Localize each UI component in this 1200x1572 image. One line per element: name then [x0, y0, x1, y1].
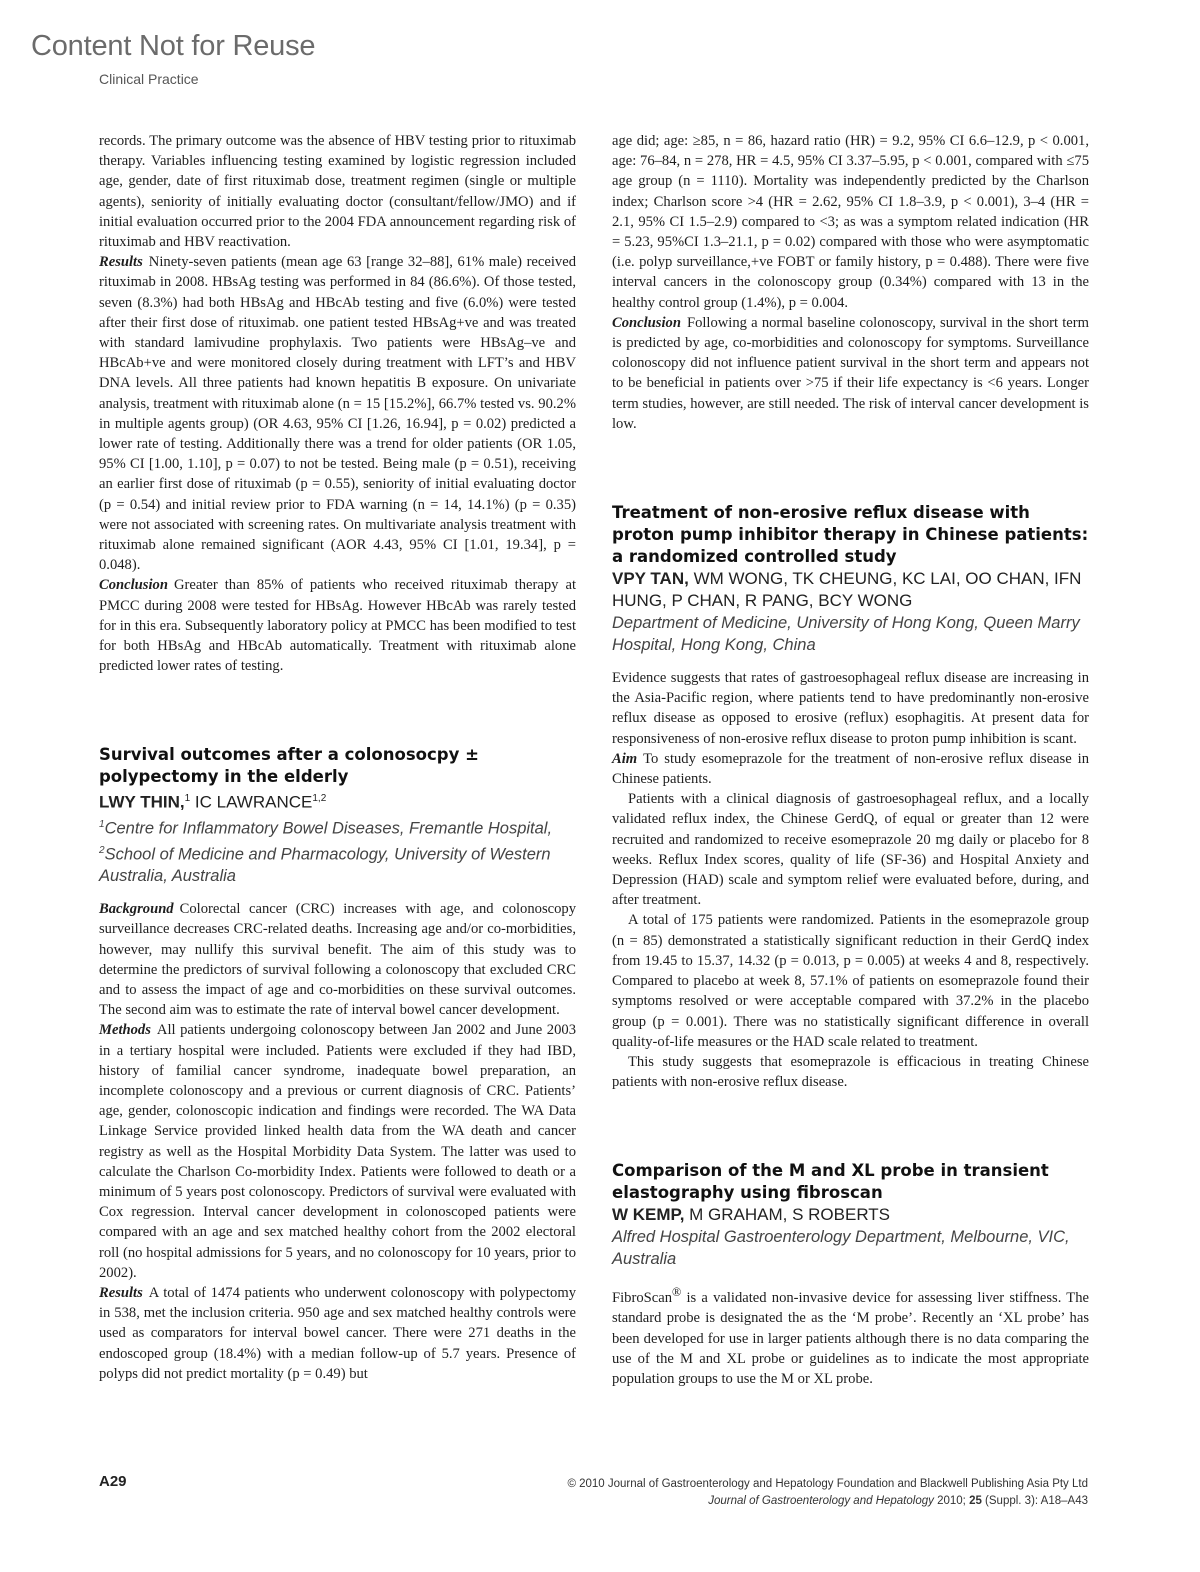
article-abstract: [99, 899, 576, 1384]
conclusion-text: Following a normal baseline colonoscopy, survival in the short term is predicted by age, co-morbidities and colonoscopy for symptoms. Surveillance colonoscopy did not influence patient survival in the short term and appears not to be beneficial in patients over >75 if their life expectancy is <6 years. Longer term studies, however, are still needed. The risk of interval cancer development is low.: [612, 314, 1089, 432]
article-authors: [99, 788, 576, 814]
copyright-line: © 2010 Journal of Gastroenterology and Hepatology Foundation and Blackwell Publishing Asia Pty Ltd: [567, 1478, 1088, 1490]
affiliation-text: Centre for Inflammatory Bowel Diseases, Fremantle Hospital,: [104, 819, 553, 838]
intro-paragraph: [612, 1282, 1089, 1389]
co-authors: M GRAHAM, S ROBERTS: [684, 1205, 891, 1225]
page-number: A29: [99, 1473, 127, 1490]
affiliation-mark: 1: [99, 819, 105, 831]
paragraph: This study suggests that esomeprazole is efficacious in treating Chinese patients with non-erosive reflux disease.: [612, 1053, 1089, 1091]
left-column: [99, 131, 576, 1384]
journal-supplement: (Suppl. 3): A18–A43: [981, 1495, 1088, 1507]
intro-text: FibroScan: [612, 1290, 672, 1307]
article-title: Survival outcomes after a colonosocpy ± polypectomy in the elderly: [99, 745, 479, 787]
article-abstract: [612, 1282, 1089, 1389]
background-text: Colorectal cancer (CRC) increases with age, and colonoscopy surveillance decreases CRC-related deaths. Increasing age and/or co-morbidities, however, may nullify this survival benefit. The aim of this study was to determine the predictors of survival following a colonoscopy that excluded CRC and to assess the impact of age and co-morbidities on these survival outcomes. The second aim was to estimate the rate of interval bowel cancer development.: [99, 901, 576, 1019]
journal-volume: 25: [969, 1495, 982, 1507]
results-label: Results: [99, 254, 143, 271]
paragraph: Patients with a clinical diagnosis of gastroesophageal reflux, and a locally validated reflux index, the Chinese GerdQ, of equal or greater than 12 were recruited and randomized to receive esomeprazole 20 mg daily or placebo for 8 weeks. Reflux Index scores, quality of life (SF-36) and Hospital Anxiety and Depression (HAD) scale and symptom relief were evaluated before, during, and after treatment.: [612, 791, 1089, 909]
watermark: Content Not for Reuse: [31, 30, 316, 62]
affiliation-mark: 2: [99, 844, 105, 856]
abstract-continuation: [612, 131, 1089, 434]
affiliation-mark: 1,2: [312, 793, 327, 805]
co-authors: IC LAWRANCE: [190, 793, 313, 813]
journal-line: [567, 1493, 1088, 1510]
first-author: LWY THIN,: [99, 793, 185, 813]
intro-paragraph: Evidence suggests that rates of gastroesophageal reflux disease are increasing in the Asia-Pacific region, where patients tend to have predominantly non-erosive reflux disease as opposed to erosive (reflux) esophagitis. At present data for responsiveness of non-erosive reflux disease to proton pump inhibition is scant.: [612, 670, 1089, 747]
results-label: Results: [99, 1285, 143, 1301]
registered-mark: ®: [672, 1285, 682, 1300]
article-fibroscan-probe: [612, 1160, 1089, 1389]
conclusion-paragraph: [99, 575, 576, 676]
conclusion-paragraph: [612, 313, 1089, 434]
article-non-erosive-reflux: [612, 502, 1089, 1092]
background-paragraph: [99, 899, 576, 1020]
journal-name: Journal of Gastroenterology and Hepatology: [708, 1495, 934, 1507]
results-paragraph: [99, 1283, 576, 1384]
paragraph: age did; age: ≥85, n = 86, hazard ratio (HR) = 9.2, 95% CI 6.6–12.9, p < 0.001, age: 76–84, n = 278, HR = 4.5, 95% CI 3.37–5.95, p < 0.001, compared with ≤75 age group (n = 1110). Mortality was independently predicted by the Charlson index; Charlson score >4 (HR = 2.62, 95% CI 1.8–3.9, p < 0.001), 3–4 (HR = 2.1, 95% CI 1.5–2.9) compared to <3; as was a symptom related indication (HR = 5.23, 95%CI 1.3–21.1, p = 0.02) compared with those who were asymptomatic (i.e. polyp surveillance,+ve FOBT or family history, p = 0.488). There were five interval cancers in the colonoscopy group (0.34%) compared with 13 in the healthy control group (1.4%), p = 0.004.: [612, 133, 1089, 311]
results-paragraph: [99, 252, 576, 575]
aim-text: To study esomeprazole for the treatment of non-erosive reflux disease in Chinese patients.: [612, 750, 1089, 788]
results-text: A total of 1474 patients who underwent colonoscopy with polypectomy in 538, met the inclusion criteria. 950 age and sex matched healthy controls were used as comparators for interval bowel cancer. There were 271 deaths in the endoscoped group (18.4%) with a median follow-up of 5.7 years. Presence of polyps did not predict mortality (p = 0.49) but: [99, 1285, 576, 1382]
background-label: Background: [99, 901, 174, 918]
paragraph: A total of 175 patients were randomized. Patients in the esomeprazole group (n = 85) demonstrated a statistically significant reduction in their GerdQ index from 19.45 to 15.37, 14.32 (p = 0.013, p = 0.005) at weeks 4 and 8, respectively. Compared to placebo at week 8, 57.1% of patients on esomeprazole found their symptoms resolved or were acceptable compared with 37.2% in the placebo group (p = 0.001). There was no statistically significant difference in overall quality-of-life measures or the HAD scale related to treatment.: [612, 912, 1089, 1050]
article-abstract: [612, 668, 1089, 1092]
journal-year: 2010;: [937, 1495, 970, 1507]
first-author: VPY TAN,: [612, 569, 689, 589]
aim-label: Aim: [612, 750, 638, 767]
article-survival-outcomes: [99, 744, 576, 1384]
section-label: Clinical Practice: [99, 71, 199, 87]
paragraph: records. The primary outcome was the absence of HBV testing prior to rituximab therapy. Variables influencing testing examined by logistic regression included age, gender, date of first rituximab dose, treatment regimen (single or multiple agents), seniority of initially evaluating doctor (consultant/fellow/JMO) and if initial evaluation occurred prior to the 2004 FDA announcement regarding risk of rituximab and HBV reactivation.: [99, 133, 576, 251]
first-author: W KEMP,: [612, 1205, 685, 1225]
article-affiliation: [99, 814, 576, 887]
methods-paragraph: [99, 1020, 576, 1283]
article-authors: [612, 1204, 1089, 1226]
aim-paragraph: [612, 749, 1089, 789]
article-affiliation: Alfred Hospital Gastroenterology Department, Melbourne, VIC, Australia: [612, 1228, 1070, 1269]
footer-citation: [567, 1476, 1088, 1510]
conclusion-text: Greater than 85% of patients who received rituximab therapy at PMCC during 2008 were tested for HBsAg. However HBcAb was rarely tested for in this era. Subsequently laboratory policy at PMCC has been modified to test for both HBsAg and HBcAb automatically. Treatment with rituximab alone predicted lower rates of testing.: [99, 577, 576, 675]
conclusion-label: Conclusion: [99, 577, 168, 594]
article-affiliation: Department of Medicine, University of Hong Kong, Queen Marry Hospital, Hong Kong, China: [612, 614, 1080, 655]
abstract-continuation: [99, 131, 576, 676]
results-text: Ninety-seven patients (mean age 63 [range 32–88], 61% male) received rituximab in 2008. HBsAg testing was performed in 84 (86.6%). Of those tested, seven (8.3%) had both HBsAg and HBcAb testing and five (6.0%) were tested after their first dose of rituximab. one patient tested HBsAg+ve and was treated with standard lamivudine prophylaxis. Two patients were HBsAg–ve and HBcAb+ve and were monitored closely during treatment with LFT’s and HBV DNA levels. All three patients had known hepatitis B exposure. On univariate analysis, treatment with rituximab alone (n = 15 [15.2%], 66.7% tested vs. 90.2% in multiple agents group) (OR 4.63, 95% CI [1.26, 16.94], p = 0.02) predicted a lower rate of testing. Additionally there was a trend for older patients (OR 1.05, 95% CI [1.00, 1.10], p = 0.07) to not be tested. Being male (p = 0.51), receiving an earlier first dose of rituximab (p = 0.55), seniority of initial evaluating doctor (p = 0.54) and initial review prior to FDA warning (n = 14, 14.1%) (p = 0.35) were not associated with screening rates. On multivariate analysis treatment with rituximab alone remained significant (AOR 4.43, 95% CI [1.01, 19.34], p = 0.048).: [99, 254, 576, 574]
conclusion-label: Conclusion: [612, 314, 681, 331]
article-title: Comparison of the M and XL probe in transient elastography using fibroscan: [612, 1161, 1049, 1203]
article-authors: [612, 568, 1089, 612]
right-column: [612, 131, 1089, 1389]
affiliation-mark: 1: [184, 793, 191, 805]
methods-label: Methods: [99, 1022, 151, 1039]
intro-text: is a validated non-invasive device for assessing liver stiffness. The standard probe is designated the as the ‘M probe’. Recently an ‘XL probe’ has been developed for use in larger patients although there is no data comparing the use of the M and XL probe or guidelines as to indicate the most appropriate population groups to use the M or XL probe.: [612, 1290, 1089, 1387]
affiliation-text: School of Medicine and Pharmacology, University of Western Australia, Australia: [99, 845, 551, 886]
co-authors: WM WONG, TK CHEUNG, KC LAI, OO CHAN, IFN HUNG, P CHAN, R PANG, BCY WONG: [612, 569, 1082, 611]
methods-text: All patients undergoing colonoscopy between Jan 2002 and June 2003 in a tertiary hospital were included. Patients were excluded if they had IBD, history of familial cancer syndrome, inadequate bowel preparation, an incomplete colonoscopy and a previous or current diagnosis of CRC. Patients’ age, gender, colonoscopic indication and findings were recorded. The WA Data Linkage Service provided linked health data from the WA death and cancer registry as well as the Hospital Morbidity Data System. The latter was used to calculate the Charlson Co-morbidity Index. Patients were followed to death or a minimum of 5 years post colonoscopy. Predictors of survival were evaluated with Cox regression. Interval cancer development in colonoscoped patients were compared with an age and sex matched healthy cohort from the 2002 electoral roll (no hospital admissions for 5 years, and no colonoscopy for 10 years, prior to 2002).: [99, 1022, 576, 1281]
article-title: Treatment of non-erosive reflux disease with proton pump inhibitor therapy in Chinese patients: a randomized controlled study: [612, 503, 1089, 567]
